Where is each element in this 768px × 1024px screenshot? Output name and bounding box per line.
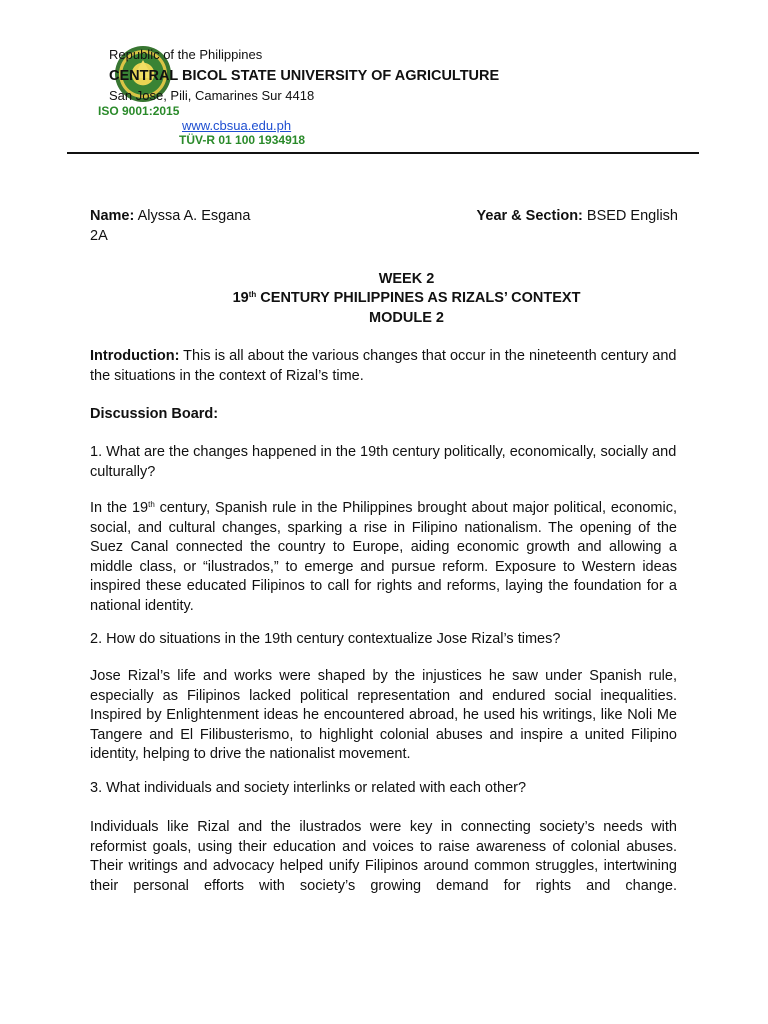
question-3: 3. What individuals and society interlinks or related with each other? xyxy=(90,780,527,796)
heading-text: CENTURY PHILIPPINES AS RIZALS’ CONTEXT xyxy=(256,290,581,306)
republic-line: Republic of the Philippines xyxy=(109,47,263,62)
week-title: WEEK 2 xyxy=(378,271,435,287)
heading-ordinal-suffix: th xyxy=(248,290,257,299)
document-heading xyxy=(90,289,723,309)
tuv-certification: TÜV-R 01 100 1934918 xyxy=(179,133,306,147)
answer-1-pre: In the 19 xyxy=(90,500,149,516)
discussion-board-label: Discussion Board: xyxy=(90,406,219,422)
module-title: MODULE 2 xyxy=(369,310,444,326)
section-value: BSED English xyxy=(586,208,678,224)
question-2: 2. How do situations in the 19th century contextualize Jose Rizal’s times? xyxy=(90,631,561,647)
introduction-paragraph xyxy=(90,347,677,386)
website-link[interactable]: www.cbsua.edu.ph xyxy=(182,118,292,133)
section-line xyxy=(477,207,678,227)
section-continuation: 2A xyxy=(90,228,108,244)
answer-1-post: century, Spanish rule in the Philippines brought about major political, economic, social, and cultural changes, sparking a rise in Filipino nationalism. The opening of the Suez Canal connected the country to Europe, aiding economic growth and allowing a middle class, or “ilustrados,” to emerge and pursue reform. Exposure to Western ideas inspired these educated Filipinos to call for rights and reforms, laying the foundation for a national identity. xyxy=(90,500,677,614)
iso-certification: ISO 9001:2015 xyxy=(98,104,180,118)
university-name: CENTRAL BICOL STATE UNIVERSITY OF AGRICULTURE xyxy=(109,68,500,84)
answer-3: Individuals like Rizal and the ilustrados were key in connecting society’s needs with reformist goals, using their education and voices to raise awareness of colonial abuses. Their writings and advocacy helped unify Filipinos around common struggles, intertwining their personal efforts with society’s growing demand for rights and change. xyxy=(90,819,677,894)
answer-1-sup: th xyxy=(148,500,155,509)
question-1: 1. What are the changes happened in the 19th century politically, economically, socially and culturally? xyxy=(90,444,677,480)
name-value: Alyssa A. Esgana xyxy=(137,208,251,224)
introduction-label: Introduction: xyxy=(90,348,180,364)
answer-1 xyxy=(90,499,677,616)
header-divider xyxy=(67,152,699,154)
name-label: Name: xyxy=(90,208,135,224)
heading-ordinal: 19 xyxy=(232,290,249,306)
university-address: San Jose, Pili, Camarines Sur 4418 xyxy=(109,88,315,103)
answer-2: Jose Rizal’s life and works were shaped by the injustices he saw under Spanish rule, especially as Filipinos lacked political representation and endured social inequalities. Inspired by Enlightenment ideas he encountered abroad, he used his writings, like Noli Me Tangere and El Filibusterismo, to highlight colonial abuses and inspire a united Filipino identity, helping to drive the nationalist movement. xyxy=(90,668,677,762)
student-name-line xyxy=(90,207,250,227)
section-label: Year & Section: xyxy=(476,208,583,224)
introduction-text: This is all about the various changes that occur in the nineteenth century and the situations in the context of Rizal’s time. xyxy=(90,348,677,384)
